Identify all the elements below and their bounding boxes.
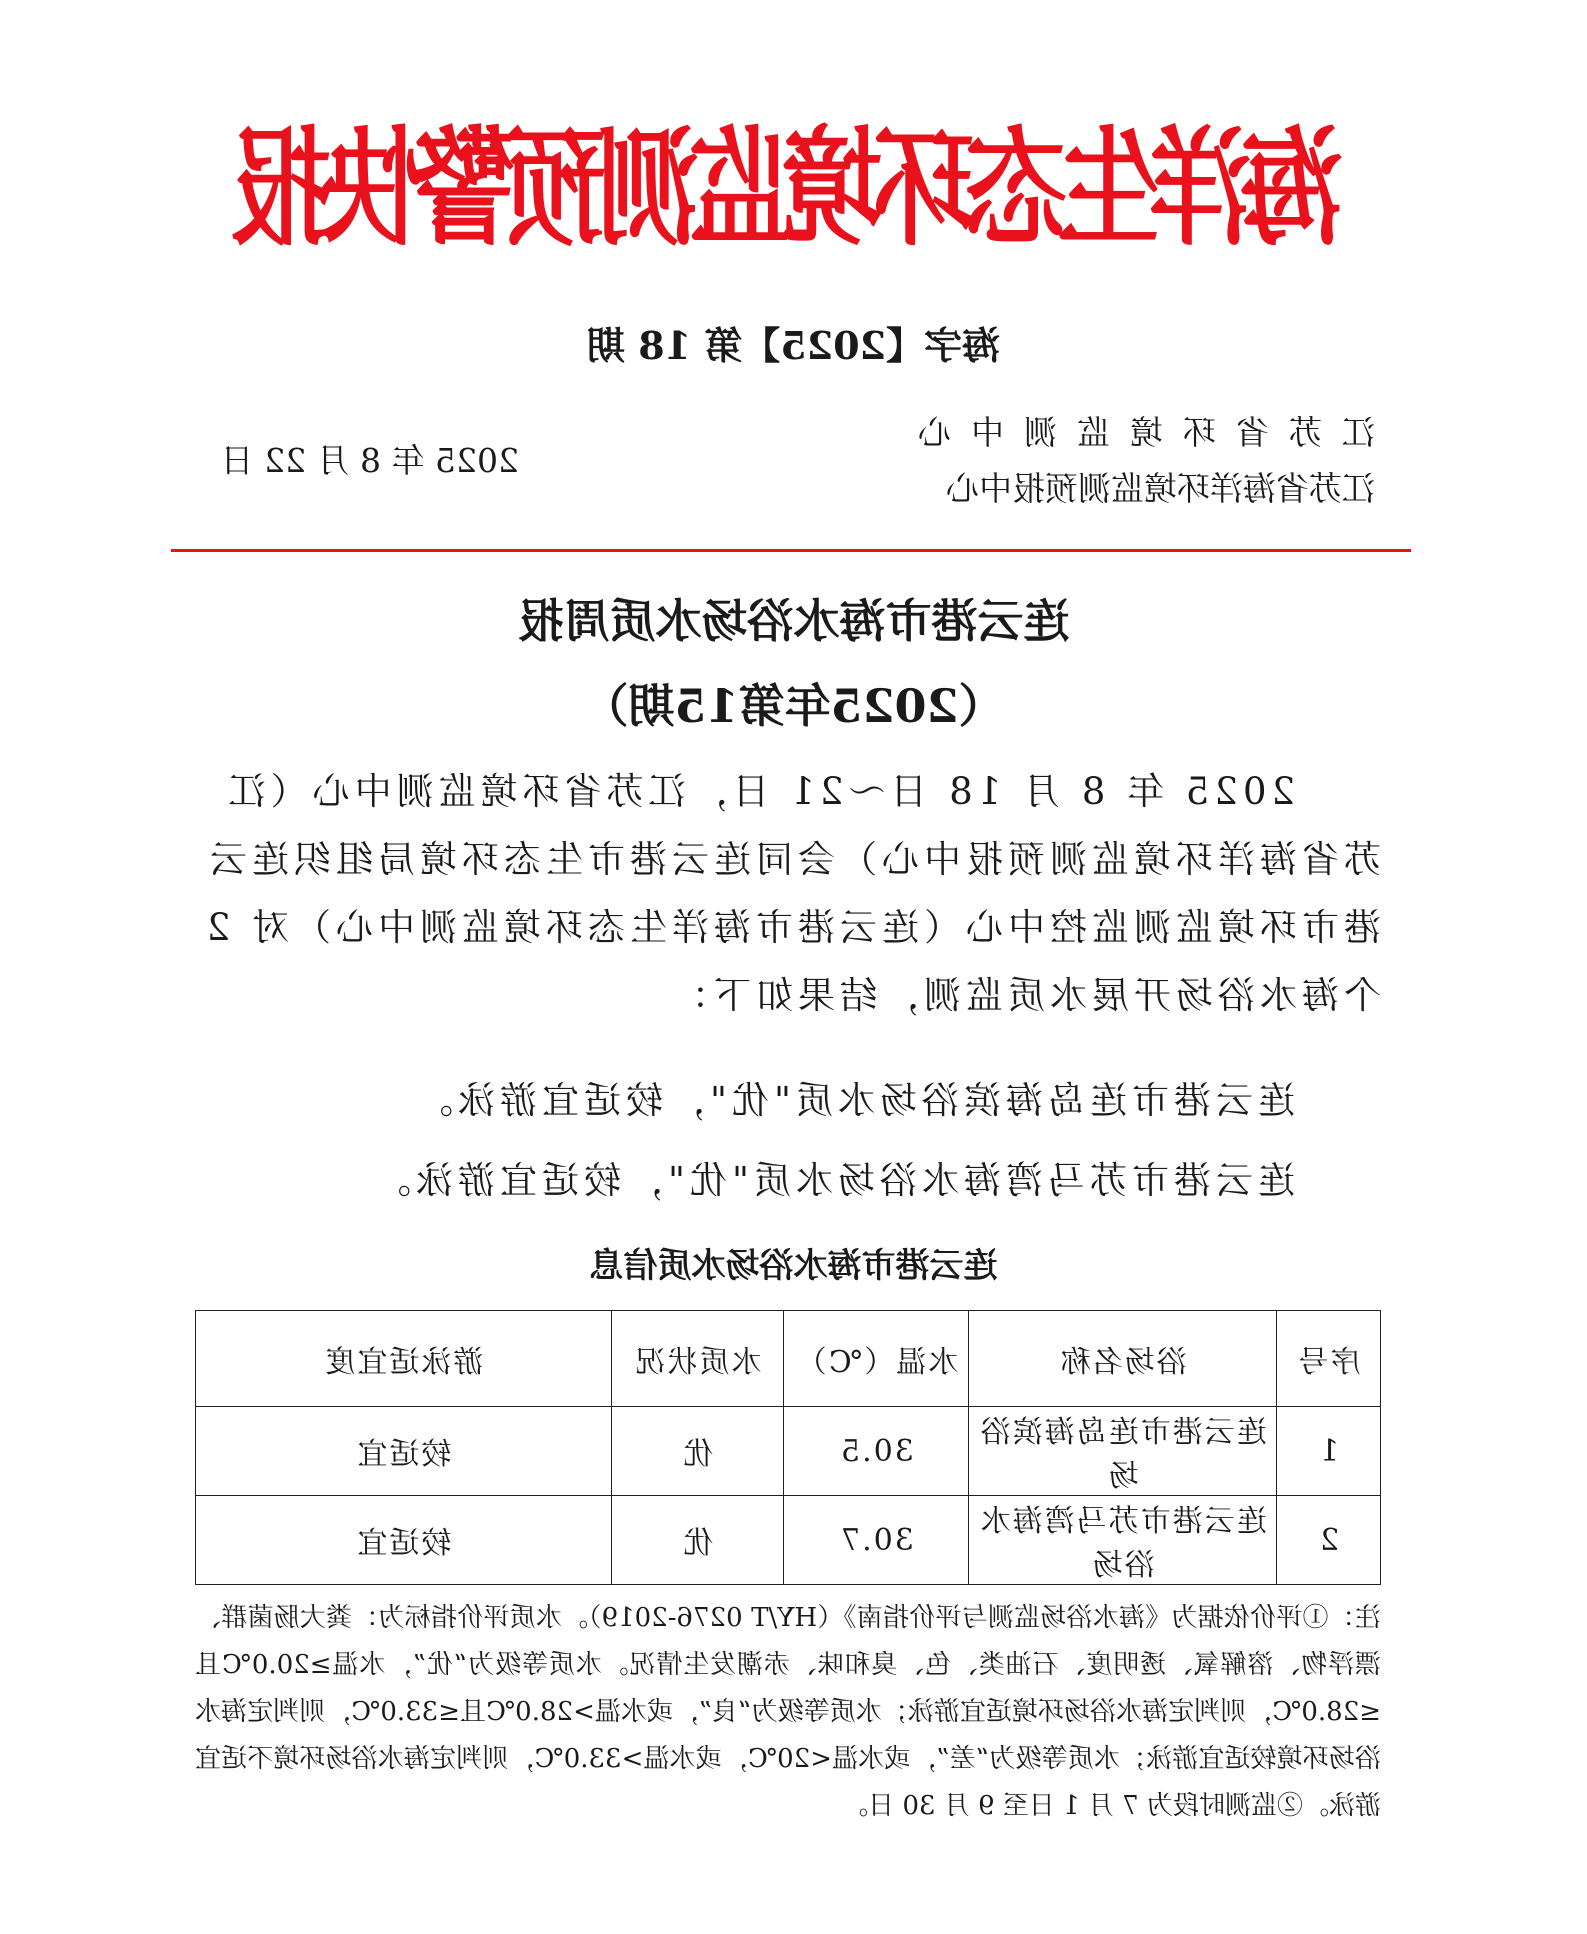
header-cell: 序号 [1277,1311,1381,1407]
table-cell: 30.5 [784,1407,969,1496]
issue-number: 海字【2025】第 18 期 [586,323,1001,368]
water-quality-table [195,1310,1381,1585]
table-notes: 注：①评价依据为《海水浴场监测与评价指南》（HY/T 0276-2019）。水质评价指标为：粪大肠菌群、漂浮物、溶解氧、透明度、石油类、色、臭和味、赤潮发生情况。水质等级为“优”，水温≥20.0℃且≤28.0℃，则判定海水浴场环境适宜游泳；水质等级为“良”，或水温>28.0℃且≤33.0℃，则判定海水浴场环境较适宜游泳；水质等级为“差”，或水温<20℃，或水温>33.0℃，则判定海水浴场环境不适宜游泳。②监测时段为 7 月 1 日至 9 月 30 日。 [195,1603,1381,1821]
red-divider [171,549,1411,552]
publish-date: 2025 年 8 月 22 日 [220,441,519,480]
table-cell: 1 [1277,1407,1381,1496]
table-title: 连云港市海水浴场水质信息 [589,1246,998,1286]
issuer-line-1: 江苏省环境监测中心 [898,413,1375,452]
report-period: （2025年第15期） [582,679,1005,733]
table-cell: 连云港市苏马湾海水浴场 [969,1496,1277,1585]
issuing-organizations [898,405,1375,517]
table-cell: 2 [1277,1496,1381,1585]
table-cell: 优 [611,1407,784,1496]
report-body: 2025 年 8 月 18 日～21 日，江苏省环境监测中心（江苏省海洋环境监测预报中心）会同连云港市生态环境局组织连云港市环境监测监控中心（连云港市海洋生态环境监测中心）对 2 个海水浴场开展水质监测，结果如下： [201,770,1381,1017]
result-line-1: 连云港市连岛海滨浴场水质"优"，较适宜游泳。 [410,1079,1295,1122]
table-cell: 连云港市连岛海滨浴场 [969,1407,1277,1496]
table-cell: 30.7 [784,1496,969,1585]
report-title: 连云港市海水浴场水质周报 [517,594,1070,648]
table-cell: 优 [611,1496,784,1585]
table-row [196,1496,1381,1585]
header-cell: 游泳适宜度 [196,1311,612,1407]
table-row [196,1407,1381,1496]
table-cell: 较适宜 [196,1407,612,1496]
table-cell: 较适宜 [196,1496,612,1585]
result-line-2: 连云港市苏马湾海水浴场水质"优"，较适宜游泳。 [368,1159,1295,1202]
issuer-line-2: 江苏省海洋环境监测预报中心 [946,469,1375,508]
table-header-row [196,1311,1381,1407]
masthead-title: 海洋生态环境监测预警快报 [239,115,1343,264]
header-cell: 水质状况 [611,1311,784,1407]
header-cell: 水温（℃） [784,1311,969,1407]
header-cell: 浴场名称 [969,1311,1277,1407]
